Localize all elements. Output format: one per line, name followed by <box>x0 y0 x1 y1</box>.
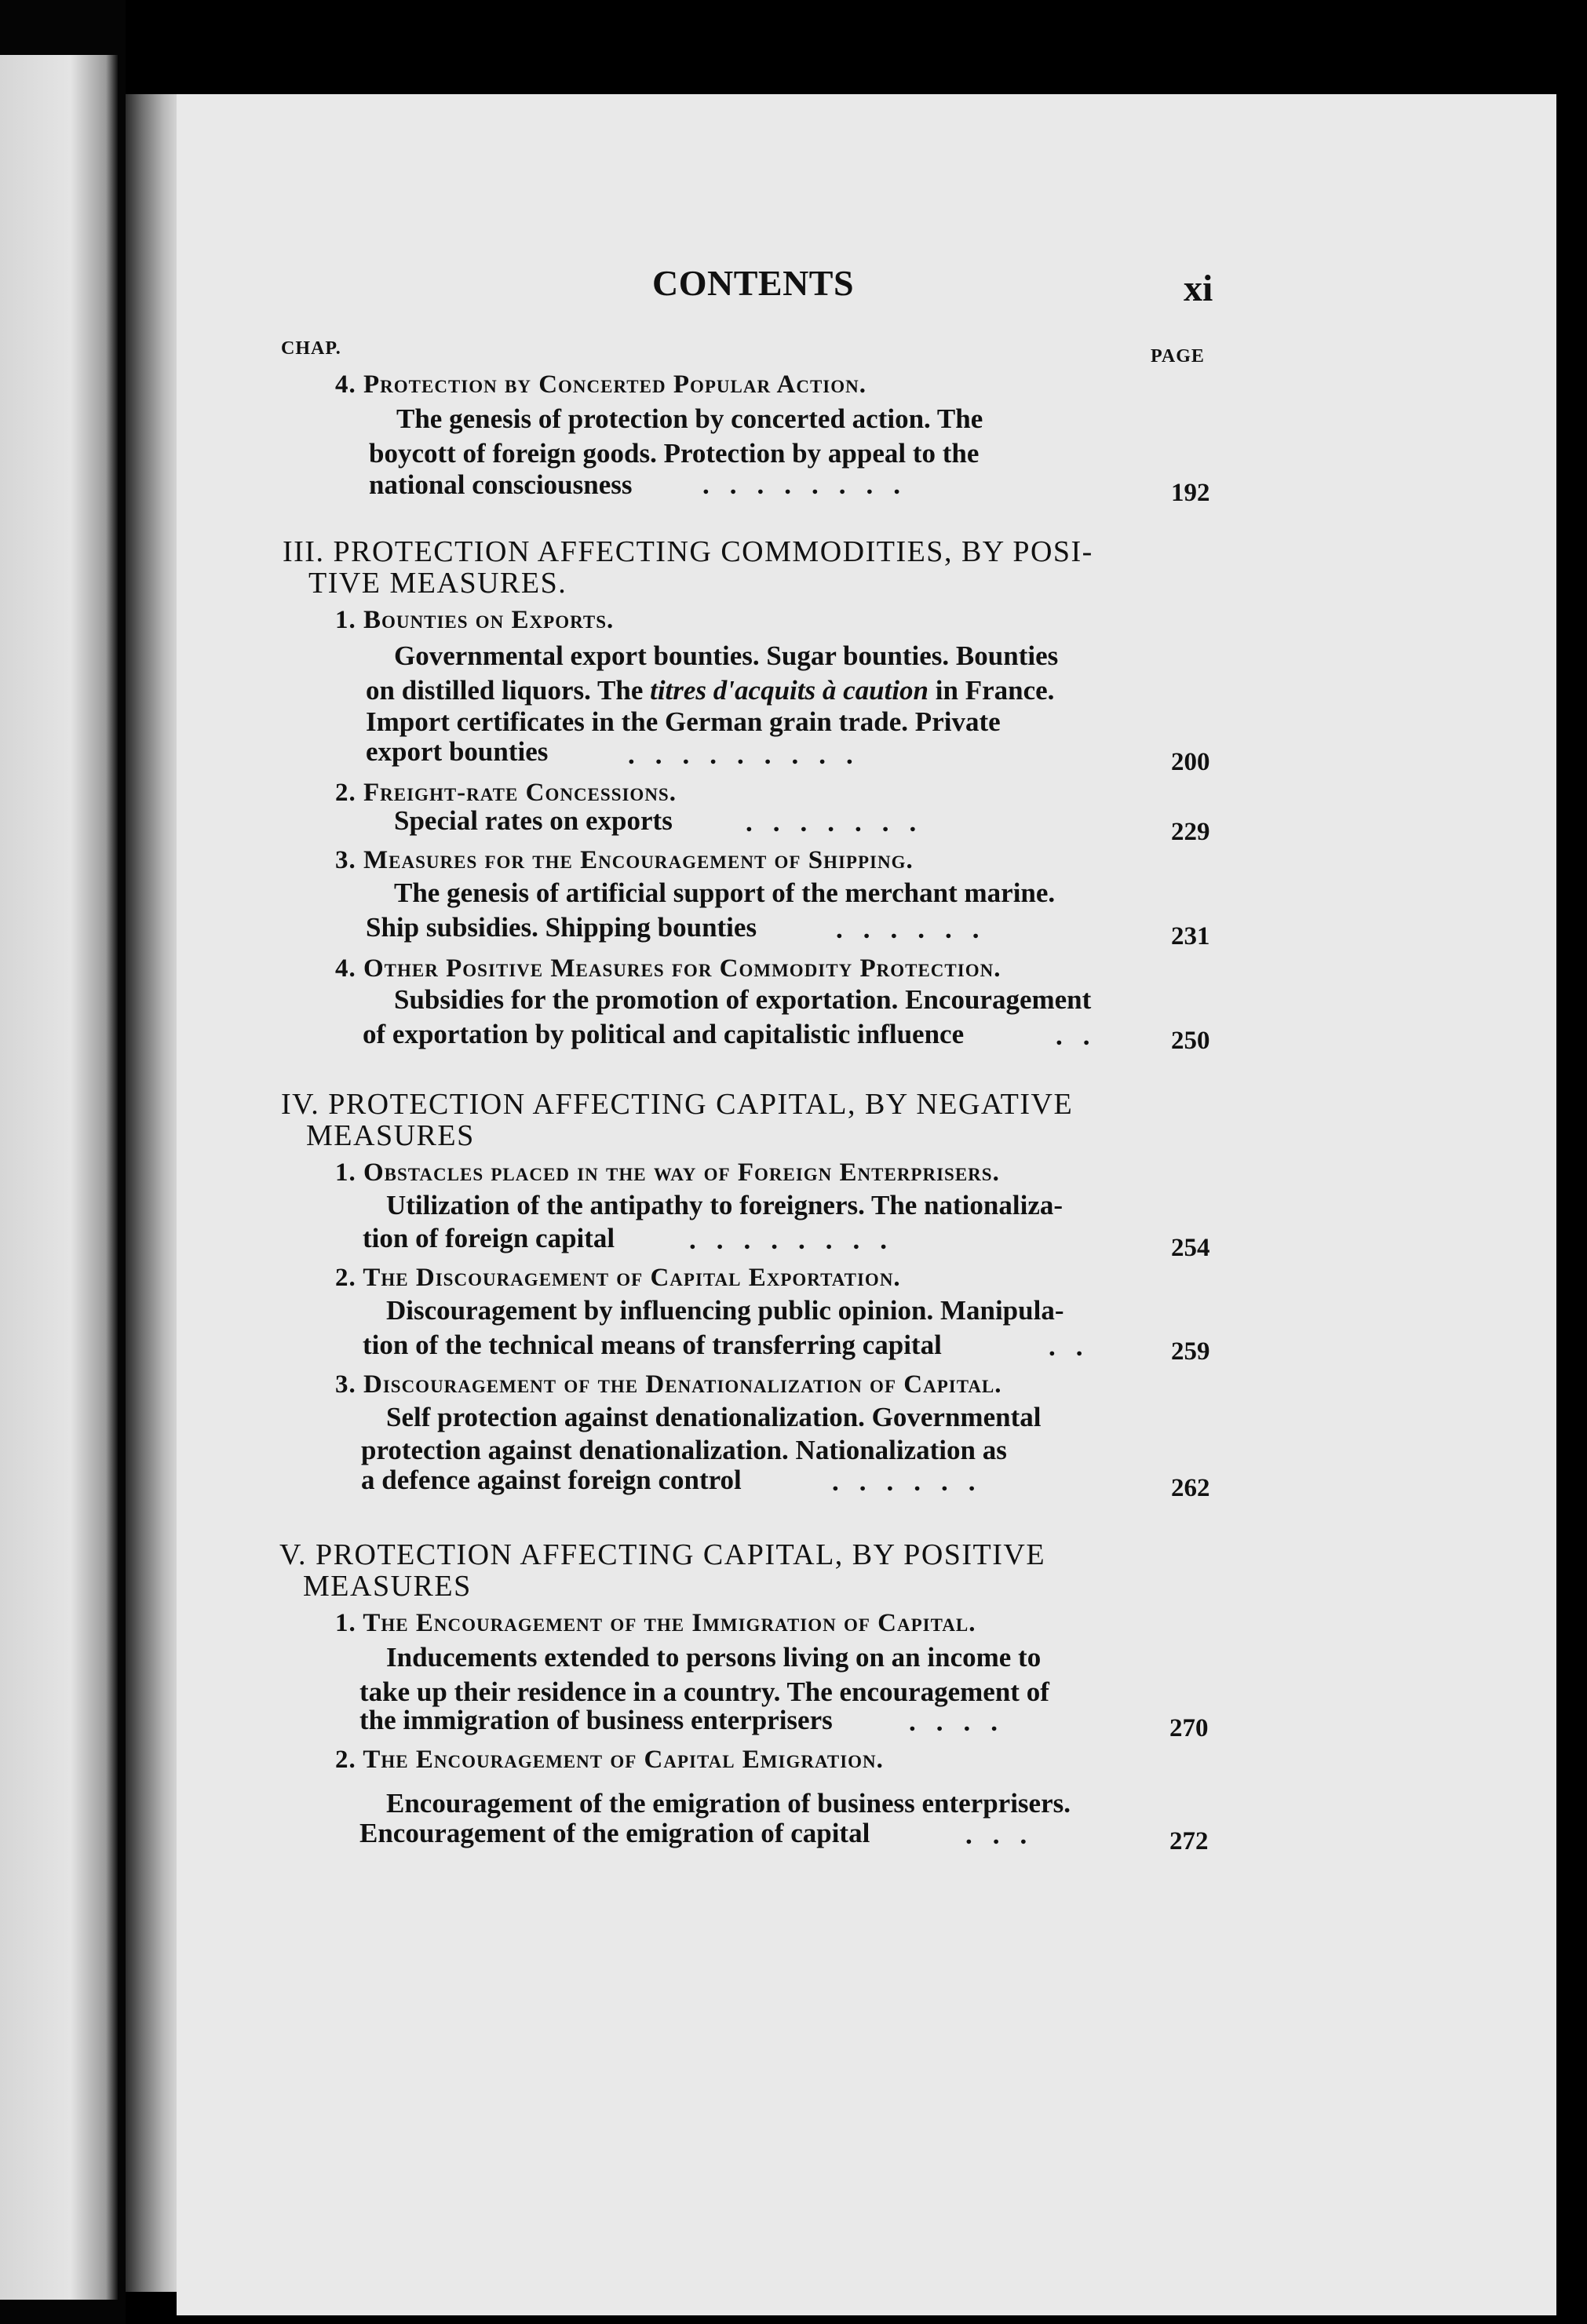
part-heading: MEASURES <box>303 1570 472 1603</box>
entry-line: Encouragement of the emigration of business enterprisers. <box>386 1788 1071 1819</box>
section-heading <box>335 1372 1002 1398</box>
section-title: The Encouragement of the Immigration of Capital. <box>363 1609 976 1637</box>
leader-dots: .. <box>1049 1331 1104 1362</box>
entry-line: Encouragement of the emigration of capital <box>359 1818 870 1848</box>
running-head: CONTENTS <box>652 263 855 303</box>
section-number: 2. <box>335 1746 356 1774</box>
section-heading <box>335 1160 1000 1186</box>
entry-line: Import certificates in the German grain trade. Private <box>366 706 1001 737</box>
section-heading <box>335 607 614 633</box>
section-number: 4. <box>335 954 356 983</box>
part-heading: TIVE MEASURES. <box>308 567 567 600</box>
section-heading <box>335 848 914 874</box>
entry-line: a defence against foreign control <box>361 1465 742 1495</box>
section-title: Protection by Concerted Popular Action. <box>363 370 866 399</box>
section-title: Freight-rate Concessions. <box>363 779 677 807</box>
leader-dots: .... <box>909 1706 1018 1737</box>
entry-line: Self protection against denationalization. Governmental <box>386 1402 1042 1432</box>
section-title: Bounties on Exports. <box>363 606 615 634</box>
section-title: The Encouragement of Capital Emigration. <box>363 1746 884 1774</box>
entry-line: Inducements extended to persons living on an income to <box>386 1642 1042 1673</box>
section-heading <box>335 956 1001 982</box>
page-number: 254 <box>1171 1234 1210 1262</box>
leader-dots: ........ <box>702 469 921 500</box>
section-title: Measures for the Encouragement of Shipping. <box>363 846 914 874</box>
page-number: 270 <box>1169 1714 1209 1742</box>
book-gutter <box>126 94 181 2292</box>
section-number: 3. <box>335 846 356 874</box>
page-label: PAGE <box>1151 346 1205 367</box>
section-title: The Discouragement of Capital Exportation. <box>363 1264 901 1292</box>
section-title: Other Positive Measures for Commodity Protection. <box>363 954 1001 983</box>
entry-line: export bounties <box>366 736 549 767</box>
entry-line: Utilization of the antipathy to foreigners. The nationaliza- <box>386 1190 1063 1220</box>
entry-line: boycott of foreign goods. Protection by appeal to the <box>369 438 980 469</box>
page-number: 262 <box>1171 1474 1210 1502</box>
section-number: 4. <box>335 370 356 399</box>
entry-line: take up their residence in a country. The encouragement of <box>359 1676 1049 1707</box>
section-number: 2. <box>335 779 356 807</box>
entry-line: Governmental export bounties. Sugar bounties. Bounties <box>394 640 1059 671</box>
leader-dots: ... <box>965 1819 1048 1850</box>
leader-dots: ...... <box>832 1466 996 1497</box>
entry-line: Discouragement by influencing public opinion. Manipula- <box>386 1295 1064 1326</box>
entry-line: protection against denationalization. Nationalization as <box>361 1435 1007 1465</box>
section-title: Discouragement of the Denationalization of Capital. <box>363 1370 1002 1399</box>
italic-text: titres d'acquits à caution <box>650 675 929 706</box>
section-number: 1. <box>335 606 356 634</box>
section-heading <box>335 1747 884 1773</box>
page-number: 200 <box>1171 748 1210 776</box>
entry-line: Special rates on exports <box>394 805 673 836</box>
page-folio: xi <box>1184 268 1213 309</box>
entry-line <box>366 677 1054 704</box>
page-number: 229 <box>1171 818 1210 846</box>
leader-dots: ........ <box>689 1224 907 1255</box>
section-heading <box>335 1265 901 1291</box>
page-number: 231 <box>1171 922 1210 950</box>
page-number: 192 <box>1171 479 1210 507</box>
page-number: 250 <box>1171 1027 1210 1055</box>
section-number: 1. <box>335 1158 356 1187</box>
entry-line: the immigration of business enterprisers <box>359 1705 833 1735</box>
entry-line: tion of the technical means of transferring capital <box>363 1330 942 1360</box>
section-number: 2. <box>335 1264 356 1292</box>
part-heading: V. PROTECTION AFFECTING CAPITAL, BY POSITIVE <box>279 1538 1046 1571</box>
chap-label: CHAP. <box>281 338 341 359</box>
entry-line: Subsidies for the promotion of exportation. Encouragement <box>394 984 1092 1015</box>
section-heading <box>335 372 866 398</box>
section-title: Obstacles placed in the way of Foreign Enterprisers. <box>363 1158 1000 1187</box>
section-number: 1. <box>335 1609 356 1637</box>
part-heading: IV. PROTECTION AFFECTING CAPITAL, BY NEGATIVE <box>281 1088 1074 1121</box>
leader-dots: ......... <box>628 739 874 770</box>
entry-line: of exportation by political and capitalistic influence <box>363 1019 965 1049</box>
part-heading: MEASURES <box>306 1119 475 1152</box>
entry-line: national consciousness <box>369 469 633 500</box>
section-heading <box>335 780 677 806</box>
entry-line: The genesis of protection by concerted action. The <box>396 403 983 434</box>
entry-line: tion of foreign capital <box>363 1223 615 1253</box>
part-heading: III. PROTECTION AFFECTING COMMODITIES, BY POSI- <box>283 535 1093 568</box>
scan-border <box>1556 0 1587 2324</box>
leader-dots: .. <box>1056 1020 1111 1051</box>
leader-dots: ...... <box>836 914 1000 944</box>
page-number: 272 <box>1169 1827 1209 1855</box>
section-number: 3. <box>335 1370 356 1399</box>
entry-line: The genesis of artificial support of the merchant marine. <box>394 877 1056 908</box>
entry-line: Ship subsidies. Shipping bounties <box>366 912 757 943</box>
text-run: on distilled liquors. The <box>366 675 651 706</box>
section-heading <box>335 1611 976 1636</box>
facing-page-edge <box>0 55 118 2300</box>
text-run: in France. <box>928 675 1055 706</box>
page-number: 259 <box>1171 1337 1210 1366</box>
leader-dots: ....... <box>746 807 937 837</box>
